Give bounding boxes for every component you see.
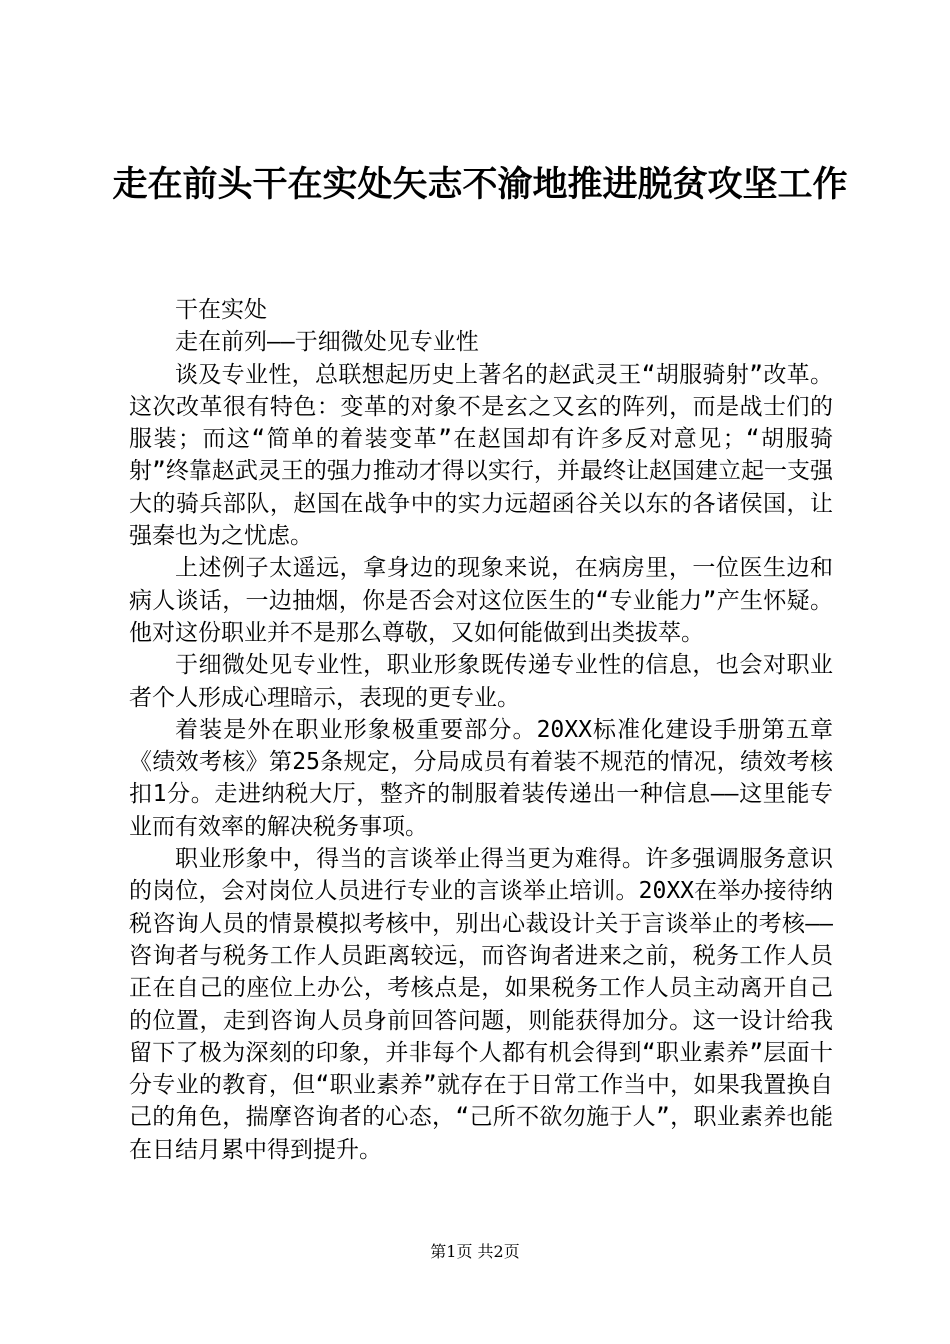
document-title: 走在前头干在实处矢志不渝地推进脱贫攻坚工作 — [112, 164, 848, 205]
paragraph: 走在前列——于细微处见专业性 — [175, 329, 479, 356]
paragraph: 干在实处 — [175, 297, 267, 323]
paragraph: 谈及专业性，总联想起历史上著名的赵武灵王“胡服骑射”改革。这次改革很有特色：变革的对象不是玄之又玄的阵列，而是战士们的服装；而这“简单的着装变革”在赵国却有许多反对意见；“胡服骑射”终靠赵武灵王的强力推动才得以实行，并最终让赵国建立起一支强大的骑兵部队，赵国在战争中的实力远超函谷关以东的各诸侯国，让强秦也为之忧虑。 — [129, 361, 833, 550]
page-footer: 第1页 共2页 — [430, 1242, 520, 1261]
paragraph: 职业形象中，得当的言谈举止得当更为难得。许多强调服务意识的岗位，会对岗位人员进行专业的言谈举止培训。20XX在举办接待纳税咨询人员的情景模拟考核中，别出心裁设计关于言谈举止的考核——咨询者与税务工作人员距离较远，而咨询者进来之前，税务工作人员正在自己的座位上办公，考核点是，如果税务工作人员主动离开自己的位置，走到咨询人员身前回答问题，则能获得加分。这一设计给我留下了极为深刻的印象，并非每个人都有机会得到“职业素养”层面十分专业的教育，但“职业素养”就存在于日常工作当中，如果我置换自己的角色，揣摩咨询者的心态，“己所不欲勿施于人”，职业素养也能在日结月累中得到提升。 — [129, 846, 833, 1163]
paragraph: 着装是外在职业形象极重要部分。20XX标准化建设手册第五章《绩效考核》第25条规定，分局成员有着装不规范的情况，绩效考核扣1分。走进纳税大厅，整齐的制服着装传递出一种信息——这里能专业而有效率的解决税务事项。 — [129, 716, 833, 840]
paragraph: 于细微处见专业性，职业形象既传递专业性的信息，也会对职业者个人形成心理暗示，表现的更专业。 — [129, 652, 833, 711]
document-body — [129, 294, 833, 1166]
paragraph: 上述例子太遥远，拿身边的现象来说，在病房里，一位医生边和病人谈话，一边抽烟，你是否会对这位医生的“专业能力”产生怀疑。他对这份职业并不是那么尊敬，又如何能做到出类拔萃。 — [129, 555, 833, 646]
